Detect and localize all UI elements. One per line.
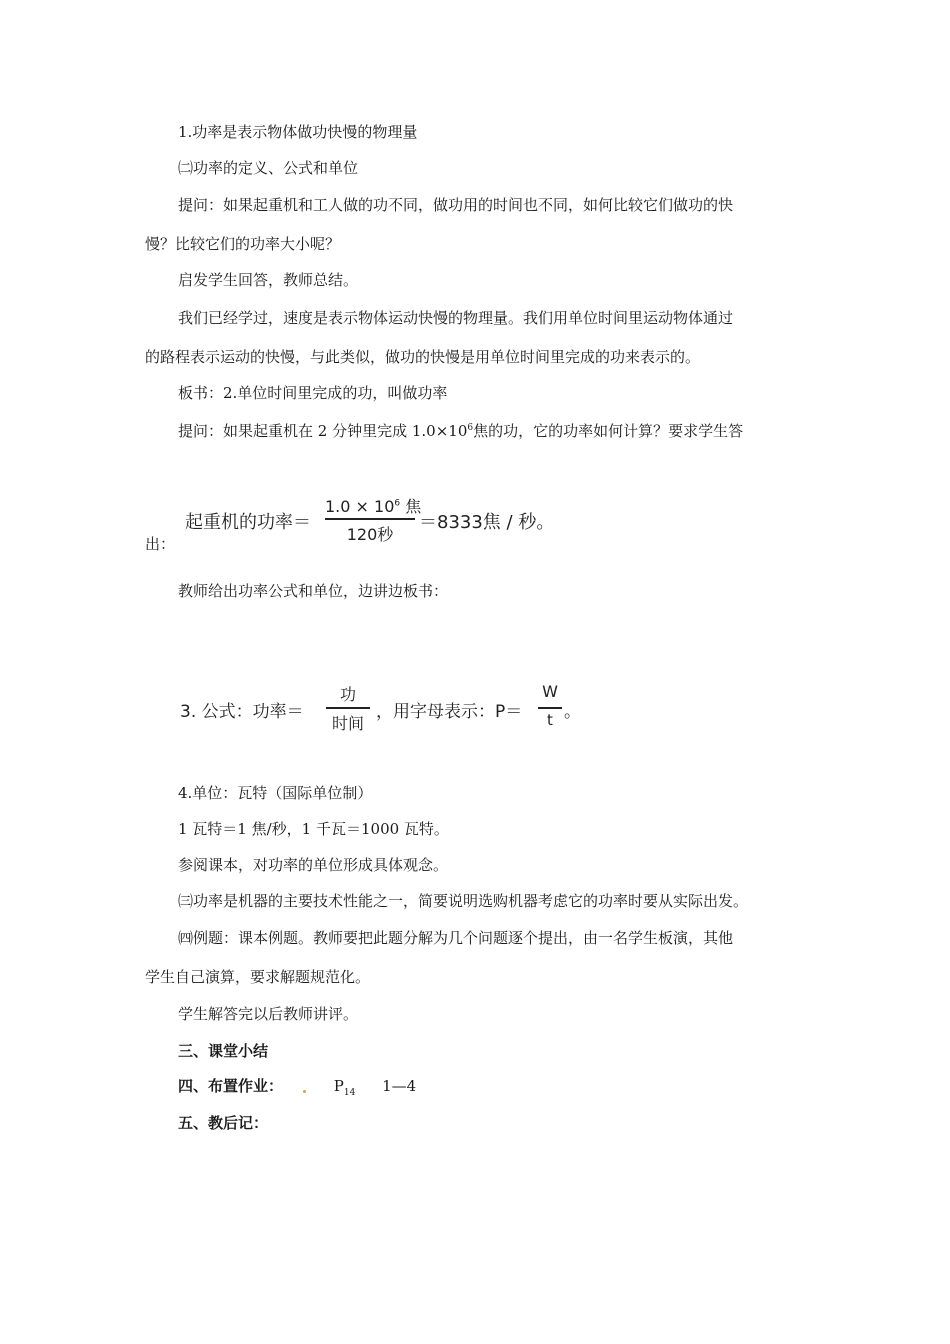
formula-2-letter-denominator: t bbox=[547, 711, 553, 729]
unit-heading: 4.单位：瓦特（国际单位制） bbox=[178, 784, 373, 802]
textbook-reference: 参阅课本，对功率的单位形成具体观念。 bbox=[178, 856, 449, 874]
formula-2-letter-fraction bbox=[538, 682, 562, 736]
formula-2-fraction bbox=[326, 682, 370, 736]
formula-1-fraction-bar bbox=[325, 518, 415, 520]
formula-1-fraction bbox=[325, 492, 422, 548]
formula-1-numerator bbox=[325, 494, 422, 517]
formula-1-num-b: 焦 bbox=[400, 497, 422, 516]
unit-conversion: 1 瓦特＝1 焦/秒，1 千瓦＝1000 瓦特。 bbox=[178, 820, 449, 838]
question-2-exponent: 6 bbox=[467, 423, 474, 433]
homework-heading: 四、布置作业： bbox=[178, 1077, 284, 1095]
formula-2-denominator: 时间 bbox=[331, 714, 364, 733]
formula-2-fraction-bar bbox=[326, 707, 370, 709]
section-4-line-2: 学生自己演算，要求解题规范化。 bbox=[145, 968, 371, 986]
formula-1-num-a: 1.0 × 10 bbox=[325, 497, 395, 516]
question-1-line-1: 提问：如果起重机和工人做的功不同，做功用的时间也不同，如何比较它们做功的快 bbox=[178, 196, 734, 214]
section-4-line-1: ㈣例题：课本例题。教师要把此题分解为几个问题逐个提出，由一名学生板演，其他 bbox=[178, 929, 734, 947]
homework-page: P bbox=[333, 1077, 344, 1095]
formula-2-end: 。 bbox=[564, 702, 581, 722]
formula-1-denominator: 120秒 bbox=[346, 525, 394, 544]
stray-dot-mark bbox=[303, 1090, 306, 1093]
question-2-line bbox=[178, 421, 743, 441]
formula-1-num-sup: 6 bbox=[394, 498, 401, 509]
point-1-text: 1.功率是表示物体做功快慢的物理量 bbox=[178, 123, 418, 141]
guide-answer-text: 启发学生回答，教师总结。 bbox=[178, 271, 359, 289]
question-2-part-a: 提问：如果起重机在 2 分钟里完成 1.0×10 bbox=[178, 422, 468, 440]
homework-range: 1—4 bbox=[382, 1077, 417, 1095]
question-1-line-2: 慢？比较它们的功率大小呢？ bbox=[145, 235, 341, 253]
speed-analogy-line-1: 我们已经学过，速度是表示物体运动快慢的物理量。我们用单位时间里运动物体通过 bbox=[178, 309, 734, 327]
homework-line bbox=[178, 1076, 416, 1096]
formula-2-prefix: 3. 公式：功率＝ bbox=[180, 702, 304, 722]
formula-1-lhs: 起重机的功率＝ bbox=[185, 512, 311, 533]
section-3-text: ㈢功率是机器的主要技术性能之一，简要说明选购机器考虑它的功率时要从实际出发。 bbox=[178, 892, 749, 910]
crane-power-formula bbox=[185, 492, 555, 548]
formula-2-numerator: 功 bbox=[339, 685, 356, 704]
homework-page-number: 14 bbox=[343, 1088, 356, 1098]
class-summary-heading: 三、课堂小结 bbox=[178, 1042, 269, 1060]
blackboard-definition: 板书：2.单位时间里完成的功，叫做功率 bbox=[178, 384, 448, 402]
review-text: 学生解答完以后教师讲评。 bbox=[178, 1005, 359, 1023]
post-lesson-notes-heading: 五、教后记： bbox=[178, 1114, 269, 1132]
question-2-part-b: 焦的功，它的功率如何计算？要求学生答 bbox=[473, 422, 744, 440]
power-formula bbox=[180, 682, 600, 736]
speed-analogy-line-2: 的路程表示运动的快慢，与此类似，做功的快慢是用单位时间里完成的功来表示的。 bbox=[145, 348, 701, 366]
section-2-heading: ㈡功率的定义、公式和单位 bbox=[178, 159, 359, 177]
teacher-formula-intro: 教师给出功率公式和单位，边讲边板书： bbox=[178, 582, 449, 600]
formula-1-rhs: ＝8333焦 / 秒。 bbox=[419, 512, 555, 533]
answer-label: 出： bbox=[145, 535, 176, 553]
formula-2-letter-bar bbox=[538, 707, 562, 709]
formula-2-mid: ，用字母表示：P＝ bbox=[376, 702, 523, 722]
formula-2-letter-numerator: W bbox=[542, 682, 558, 701]
